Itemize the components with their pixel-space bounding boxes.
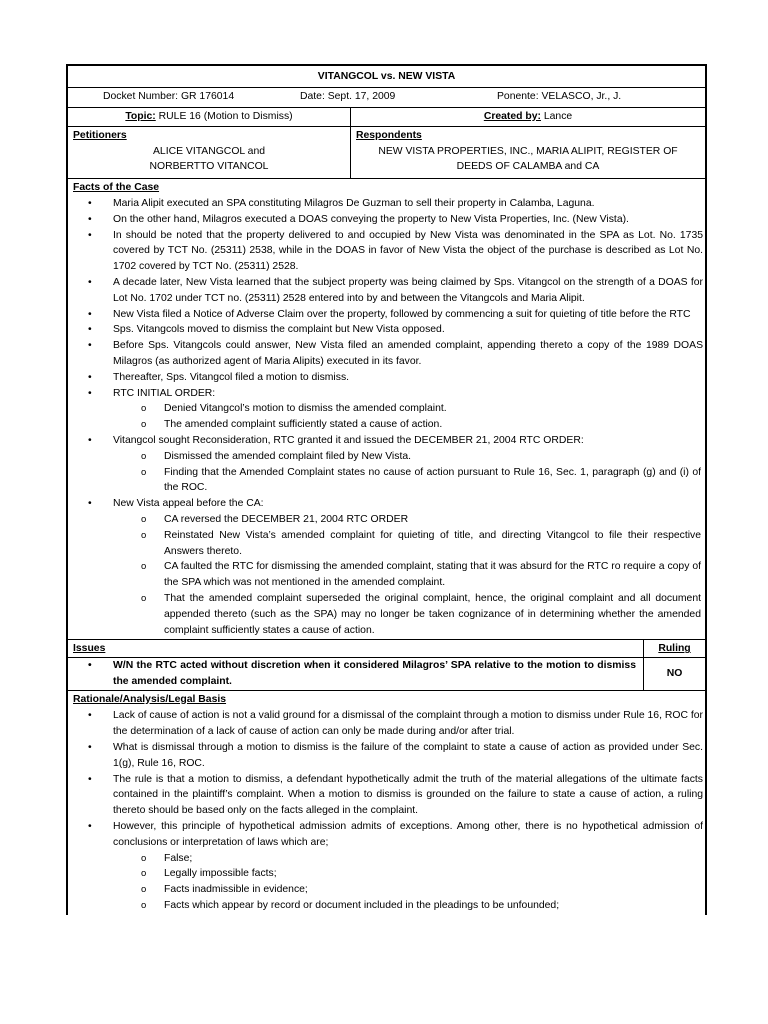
decision-date: Date: Sept. 17, 2009 <box>300 90 396 102</box>
title-row <box>68 66 705 88</box>
list-item-text: Sps. Vitangcols moved to dismiss the complaint but New Vista opposed. <box>113 324 445 336</box>
sub-list <box>113 449 703 496</box>
respondents-label: Respondents <box>356 129 422 141</box>
issues-header-row <box>68 640 705 658</box>
topic-label: Topic: <box>125 110 156 122</box>
issue-list <box>68 658 638 690</box>
sub-list <box>113 851 703 914</box>
petitioner-line: NORBERTTO VITANCOL <box>149 161 269 173</box>
sub-list-item: o The amended complaint sufficiently stated a cause of action. <box>68 417 703 433</box>
list-item-text: The rule is that a motion to dismiss, a defendant hypothetically admit the truth of the material allegations of the ultimate facts contained in the plaintiff’s complaint. When a motion to dismiss is grounded on the failure to state a cause of action, a ruling thereto should be based only on the facts alleged in the complaint. <box>113 773 703 817</box>
created-label: Created by: <box>483 110 541 122</box>
list-item-text: Vitangcol sought Reconsideration, RTC granted it and issued the DECEMBER 21, 2004 RTC ORDER: <box>113 434 584 446</box>
list-item <box>68 307 705 323</box>
petitioner-line: ALICE VITANGCOL and <box>152 145 266 157</box>
list-item-text: New Vista appeal before the CA: <box>113 498 264 510</box>
list-item <box>68 370 705 386</box>
sub-list-item: o False; <box>68 851 703 867</box>
list-item <box>68 708 705 740</box>
sub-list-item: o CA faulted the RTC for dismissing the amended complaint, stating that it was absurd for the RTC ro require a copy of the SPA which was not mentioned in the amended complaint. <box>68 559 703 591</box>
topic-value: RULE 16 (Motion to Dismiss) <box>155 110 293 122</box>
issues-label: Issues <box>68 640 644 657</box>
list-item-text: New Vista filed a Notice of Adverse Claim over the property, followed by commencing a suit for quieting of title before the RTC <box>113 308 691 320</box>
facts-label: Facts of the Case <box>73 182 160 194</box>
list-item <box>68 433 705 496</box>
list-item <box>68 740 705 772</box>
sub-list-item: o That the amended complaint superseded the original complaint, hence, the original complaint and all document appended thereto (such as the SPA) may no longer be taken cognizance of in determining whether the amended complaint sufficiently states a cause of action. <box>68 591 703 638</box>
sub-list-item: o CA reversed the DECEMBER 21, 2004 RTC ORDER <box>68 512 703 528</box>
sub-list-item: o Facts inadmissible in evidence; <box>68 882 703 898</box>
topic-row <box>68 108 705 127</box>
ruling-label: Ruling <box>658 643 691 655</box>
respondents-cell <box>351 127 705 178</box>
list-item-text: However, this principle of hypothetical admission admits of exceptions. Among other, there is no hypothetical admission of conclusions or interpretation of laws which are; <box>113 821 703 848</box>
petitioners-cell <box>68 127 351 178</box>
list-item <box>68 196 705 212</box>
topic-cell <box>68 108 351 126</box>
list-item <box>68 338 705 370</box>
list-item <box>68 819 705 914</box>
respondent-line: NEW VISTA PROPERTIES, INC., MARIA ALIPIT, REGISTER OF <box>378 145 678 157</box>
list-item-text: What is dismissal through a motion to dismiss is the failure of the complaint to state a cause of action as provided under Sec. 1(g), Rule 16, ROC. <box>113 742 703 769</box>
list-item <box>68 212 705 228</box>
sub-list-item: o Reinstated New Vista’s amended complaint for quieting of title, and directing Vitangcol to file their respective Answers thereto. <box>68 528 703 560</box>
issue-cell <box>68 658 644 690</box>
sub-list-item: o Facts which appear by record or document included in the pleadings to be unfounded; <box>68 898 703 914</box>
list-item-text: Maria Alipit executed an SPA constituting Milagros De Guzman to sell their property in Calamba, Laguna. <box>113 197 595 209</box>
facts-list <box>68 196 705 638</box>
list-item-text: In should be noted that the property delivered to and occupied by New Vista was denominated in the SPA as Lot. No. 1735 covered by TCT No. (25311) 2538, while in the DOAS in favor of New Vista the object of the purchase is described as Lot No. 1702 covered by TCT No. (25311) 2528. <box>113 229 703 273</box>
list-item <box>68 322 705 338</box>
case-title: VITANGCOL vs. NEW VISTA <box>317 71 456 82</box>
parties-row <box>68 127 705 179</box>
created-value: Lance <box>540 110 573 122</box>
sub-list-item: o Denied Vitangcol’s motion to dismiss the amended complaint. <box>68 401 703 417</box>
created-cell <box>351 108 705 126</box>
meta-row <box>68 88 705 108</box>
sub-list-item: o Legally impossible facts; <box>68 866 703 882</box>
list-item-text: Lack of cause of action is not a valid ground for a dismissal of the complaint through a motion to dismiss under Rule 16, ROC for the determination of a lack of cause of action can only be made during and/or after trial. <box>113 710 703 738</box>
docket-number: Docket Number: GR 176014 <box>103 90 235 102</box>
rationale-section <box>68 691 705 915</box>
rationale-list <box>68 708 705 913</box>
list-item-text: On the other hand, Milagros executed a DOAS conveying the property to New Vista Properties, Inc. (New Vista). <box>113 213 629 225</box>
ruling-value: NO <box>666 667 683 679</box>
case-digest-table <box>66 64 707 915</box>
sub-list-item: o Finding that the Amended Complaint states no cause of action pursuant to Rule 16, Sec. 1, paragraph (g) and (i) of the ROC. <box>68 465 703 497</box>
list-item-text: RTC INITIAL ORDER: <box>113 387 216 399</box>
list-item <box>68 275 705 307</box>
respondent-line: DEEDS OF CALAMBA and CA <box>456 161 600 173</box>
list-item-text: Before Sps. Vitangcols could answer, New Vista filed an amended complaint, appending thereto a copy of the 1989 DOAS Milagros (as authorized agent of Maria Alipits) executed in its favor. <box>113 340 703 367</box>
ponente: Ponente: VELASCO, Jr., J. <box>497 90 622 102</box>
list-item <box>68 386 705 433</box>
list-item <box>68 228 705 275</box>
sub-list-item: o Dismissed the amended complaint filed by New Vista. <box>68 449 703 465</box>
rationale-label: Rationale/Analysis/Legal Basis <box>73 693 227 705</box>
issue-item: • W/N the RTC acted without discretion when it considered Milagros’ SPA relative to the motion to dismiss the amended complaint. <box>68 658 638 690</box>
sub-list <box>113 401 703 433</box>
issue-row <box>68 658 705 691</box>
list-item <box>68 496 705 638</box>
facts-section <box>68 179 705 640</box>
list-item-text: Thereafter, Sps. Vitangcol filed a motion to dismiss. <box>113 371 350 383</box>
list-item-text: A decade later, New Vista learned that the subject property was being claimed by Sps. Vitangcol on the strength of a DOAS for Lot No. 1702 under TCT no. (25311) 2528 entered into by and between the Vitangcols and Maria Alipit. <box>113 276 703 304</box>
petitioners-label: Petitioners <box>73 129 127 141</box>
list-item <box>68 772 705 819</box>
sub-list <box>113 512 703 638</box>
